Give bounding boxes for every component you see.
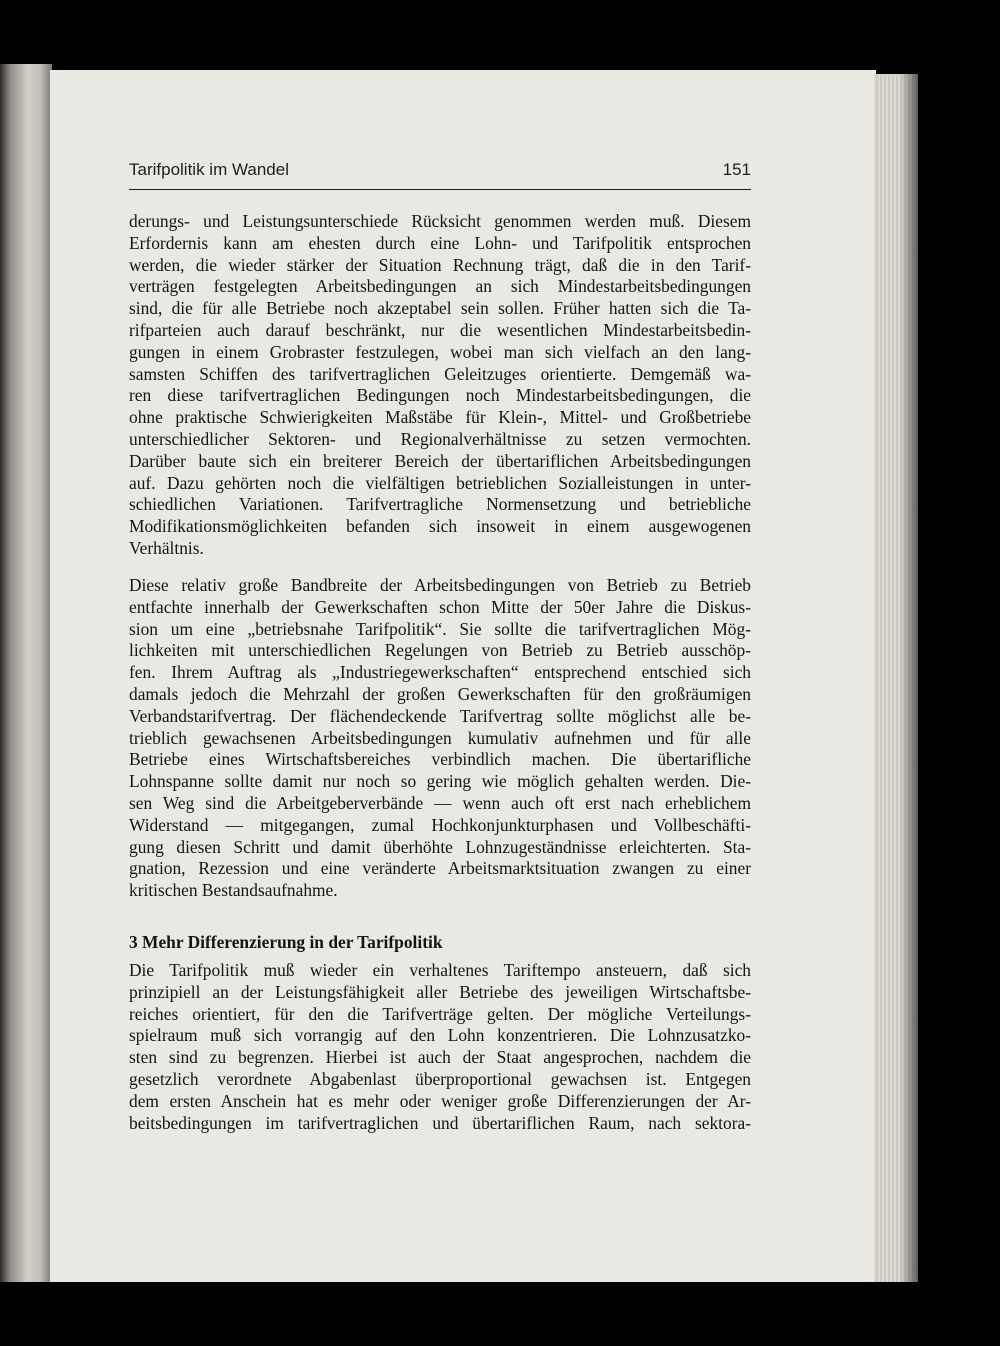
text-line: spielraum muß sich vorrangig auf den Lohn konzentrieren. Die Lohnzusatzko- — [129, 1025, 751, 1046]
paragraph-2 — [129, 575, 751, 902]
text-line: derungs- und Leistungsunterschiede Rücksicht genommen werden muß. Diesem — [129, 211, 751, 231]
text-line: Erfordernis kann am ehesten durch eine Lohn- und Tarifpolitik entsprochen — [129, 232, 751, 253]
running-title: Tarifpolitik im Wandel — [129, 160, 289, 179]
text-line: schiedlichen Variationen. Tarifvertragliche Normensetzung und betriebliche — [129, 494, 751, 515]
text-line: prinzipiell an der Leistungsfähigkeit aller Betriebe des jeweiligen Wirtschaftsbe- — [129, 981, 751, 1002]
running-header — [129, 160, 751, 180]
text-line: beitsbedingungen im tarifvertraglichen und übertariflichen Raum, nach sektora- — [129, 1112, 751, 1133]
page-stack-shadow — [900, 74, 918, 1282]
text-line: gesetzlich verordnete Abgabenlast überproportional gewachsen ist. Entgegen — [129, 1068, 751, 1089]
text-line: Verbandstarifvertrag. Der flächendeckende Tarifvertrag sollte möglichst alle be- — [129, 705, 751, 726]
text-line: Widerstand — mitgegangen, zumal Hochkonjunkturphasen und Vollbeschäfti- — [129, 814, 751, 835]
text-line: rifparteien auch darauf beschränkt, nur die wesentlichen Mindestarbeitsbedin- — [129, 319, 751, 340]
text-line: werden, die wieder stärker der Situation Rechnung trägt, daß die in den Tarif- — [129, 254, 751, 275]
text-line: sion um eine „betriebsnahe Tarifpolitik“. Sie sollte die tarifvertraglichen Mög- — [129, 618, 751, 639]
text-line: Die Tarifpolitik muß wieder ein verhaltenes Tariftempo ansteuern, daß sich — [129, 960, 751, 980]
text-line: damals jedoch die Mehrzahl der großen Gewerkschaften für den großräumigen — [129, 683, 751, 704]
text-line: unterschiedlicher Sektoren- und Regionalverhältnisse zu setzen vermochten. — [129, 428, 751, 449]
text-line: gungen in einem Grobraster festzulegen, wobei man sich vielfach an den lang- — [129, 341, 751, 362]
facing-page-edge — [0, 64, 52, 1282]
text-line: entfachte innerhalb der Gewerkschaften schon Mitte der 50er Jahre die Diskus- — [129, 596, 751, 617]
section-heading: 3 Mehr Differenzierung in der Tarifpolitik — [129, 932, 443, 952]
page-number: 151 — [722, 160, 751, 179]
text-line: ohne praktische Schwierigkeiten Maßstäbe für Klein-, Mittel- und Großbetriebe — [129, 407, 751, 428]
text-line: trieblich gewachsenen Arbeitsbedingungen kumulativ aufnehmen und für alle — [129, 727, 751, 748]
text-line: Verhältnis. — [129, 537, 204, 558]
text-line: Lohnspanne sollte damit nur noch so gering wie möglich gehalten werden. Die- — [129, 771, 751, 792]
paragraph-1 — [129, 211, 751, 560]
text-line: Diese relativ große Bandbreite der Arbeitsbedingungen von Betrieb zu Betrieb — [129, 575, 751, 595]
text-line: sind, die für alle Betriebe noch akzeptabel sein sollen. Früher hatten sich die Ta- — [129, 298, 751, 319]
text-line: sen Weg sind die Arbeitgeberverbände — wenn auch oft erst nach erheblichem — [129, 792, 751, 813]
text-line: Betriebe eines Wirtschaftsbereiches verbindlich machen. Die übertarifliche — [129, 749, 751, 770]
text-line: auf. Dazu gehörten noch die vielfältigen betrieblichen Sozialleistungen in unter- — [129, 472, 751, 493]
text-line: sten sind zu begrenzen. Hierbei ist auch der Staat angesprochen, nachdem die — [129, 1047, 751, 1068]
text-line: gung diesen Schritt und damit überhöhte Lohnzugeständnisse erleichterten. Sta- — [129, 836, 751, 857]
text-line: ren diese tarifvertraglichen Bedingungen noch Mindestarbeitsbedingungen, die — [129, 385, 751, 406]
text-line: Modifikationsmöglichkeiten befanden sich insoweit in einem ausgewogenen — [129, 516, 751, 537]
paragraph-3 — [129, 960, 751, 1134]
text-line: lichkeiten mit unterschiedlichen Regelungen von Betrieb zu Betrieb ausschöp- — [129, 640, 751, 661]
text-line: verträgen festgelegten Arbeitsbedingungen an sich Mindestarbeitsbedingungen — [129, 276, 751, 297]
text-line: dem ersten Anschein hat es mehr oder weniger große Differenzierungen der Ar- — [129, 1090, 751, 1111]
text-line: kritischen Bestandsaufnahme. — [129, 880, 338, 901]
text-line: samsten Schiffen des tarifvertraglichen Geleitzuges orientierte. Demgemäß wa- — [129, 363, 751, 384]
text-line: reiches orientiert, für den die Tarifverträge gelten. Der mögliche Verteilungs- — [129, 1003, 751, 1024]
header-rule — [129, 189, 751, 190]
text-line: fen. Ihrem Auftrag als „Industriegewerkschaften“ entsprechend entschied sich — [129, 662, 751, 683]
text-line: Darüber baute sich ein breiterer Bereich der übertariflichen Arbeitsbedingungen — [129, 450, 751, 471]
text-line: gnation, Rezession und eine veränderte Arbeitsmarktsituation zwangen zu einer — [129, 858, 751, 879]
